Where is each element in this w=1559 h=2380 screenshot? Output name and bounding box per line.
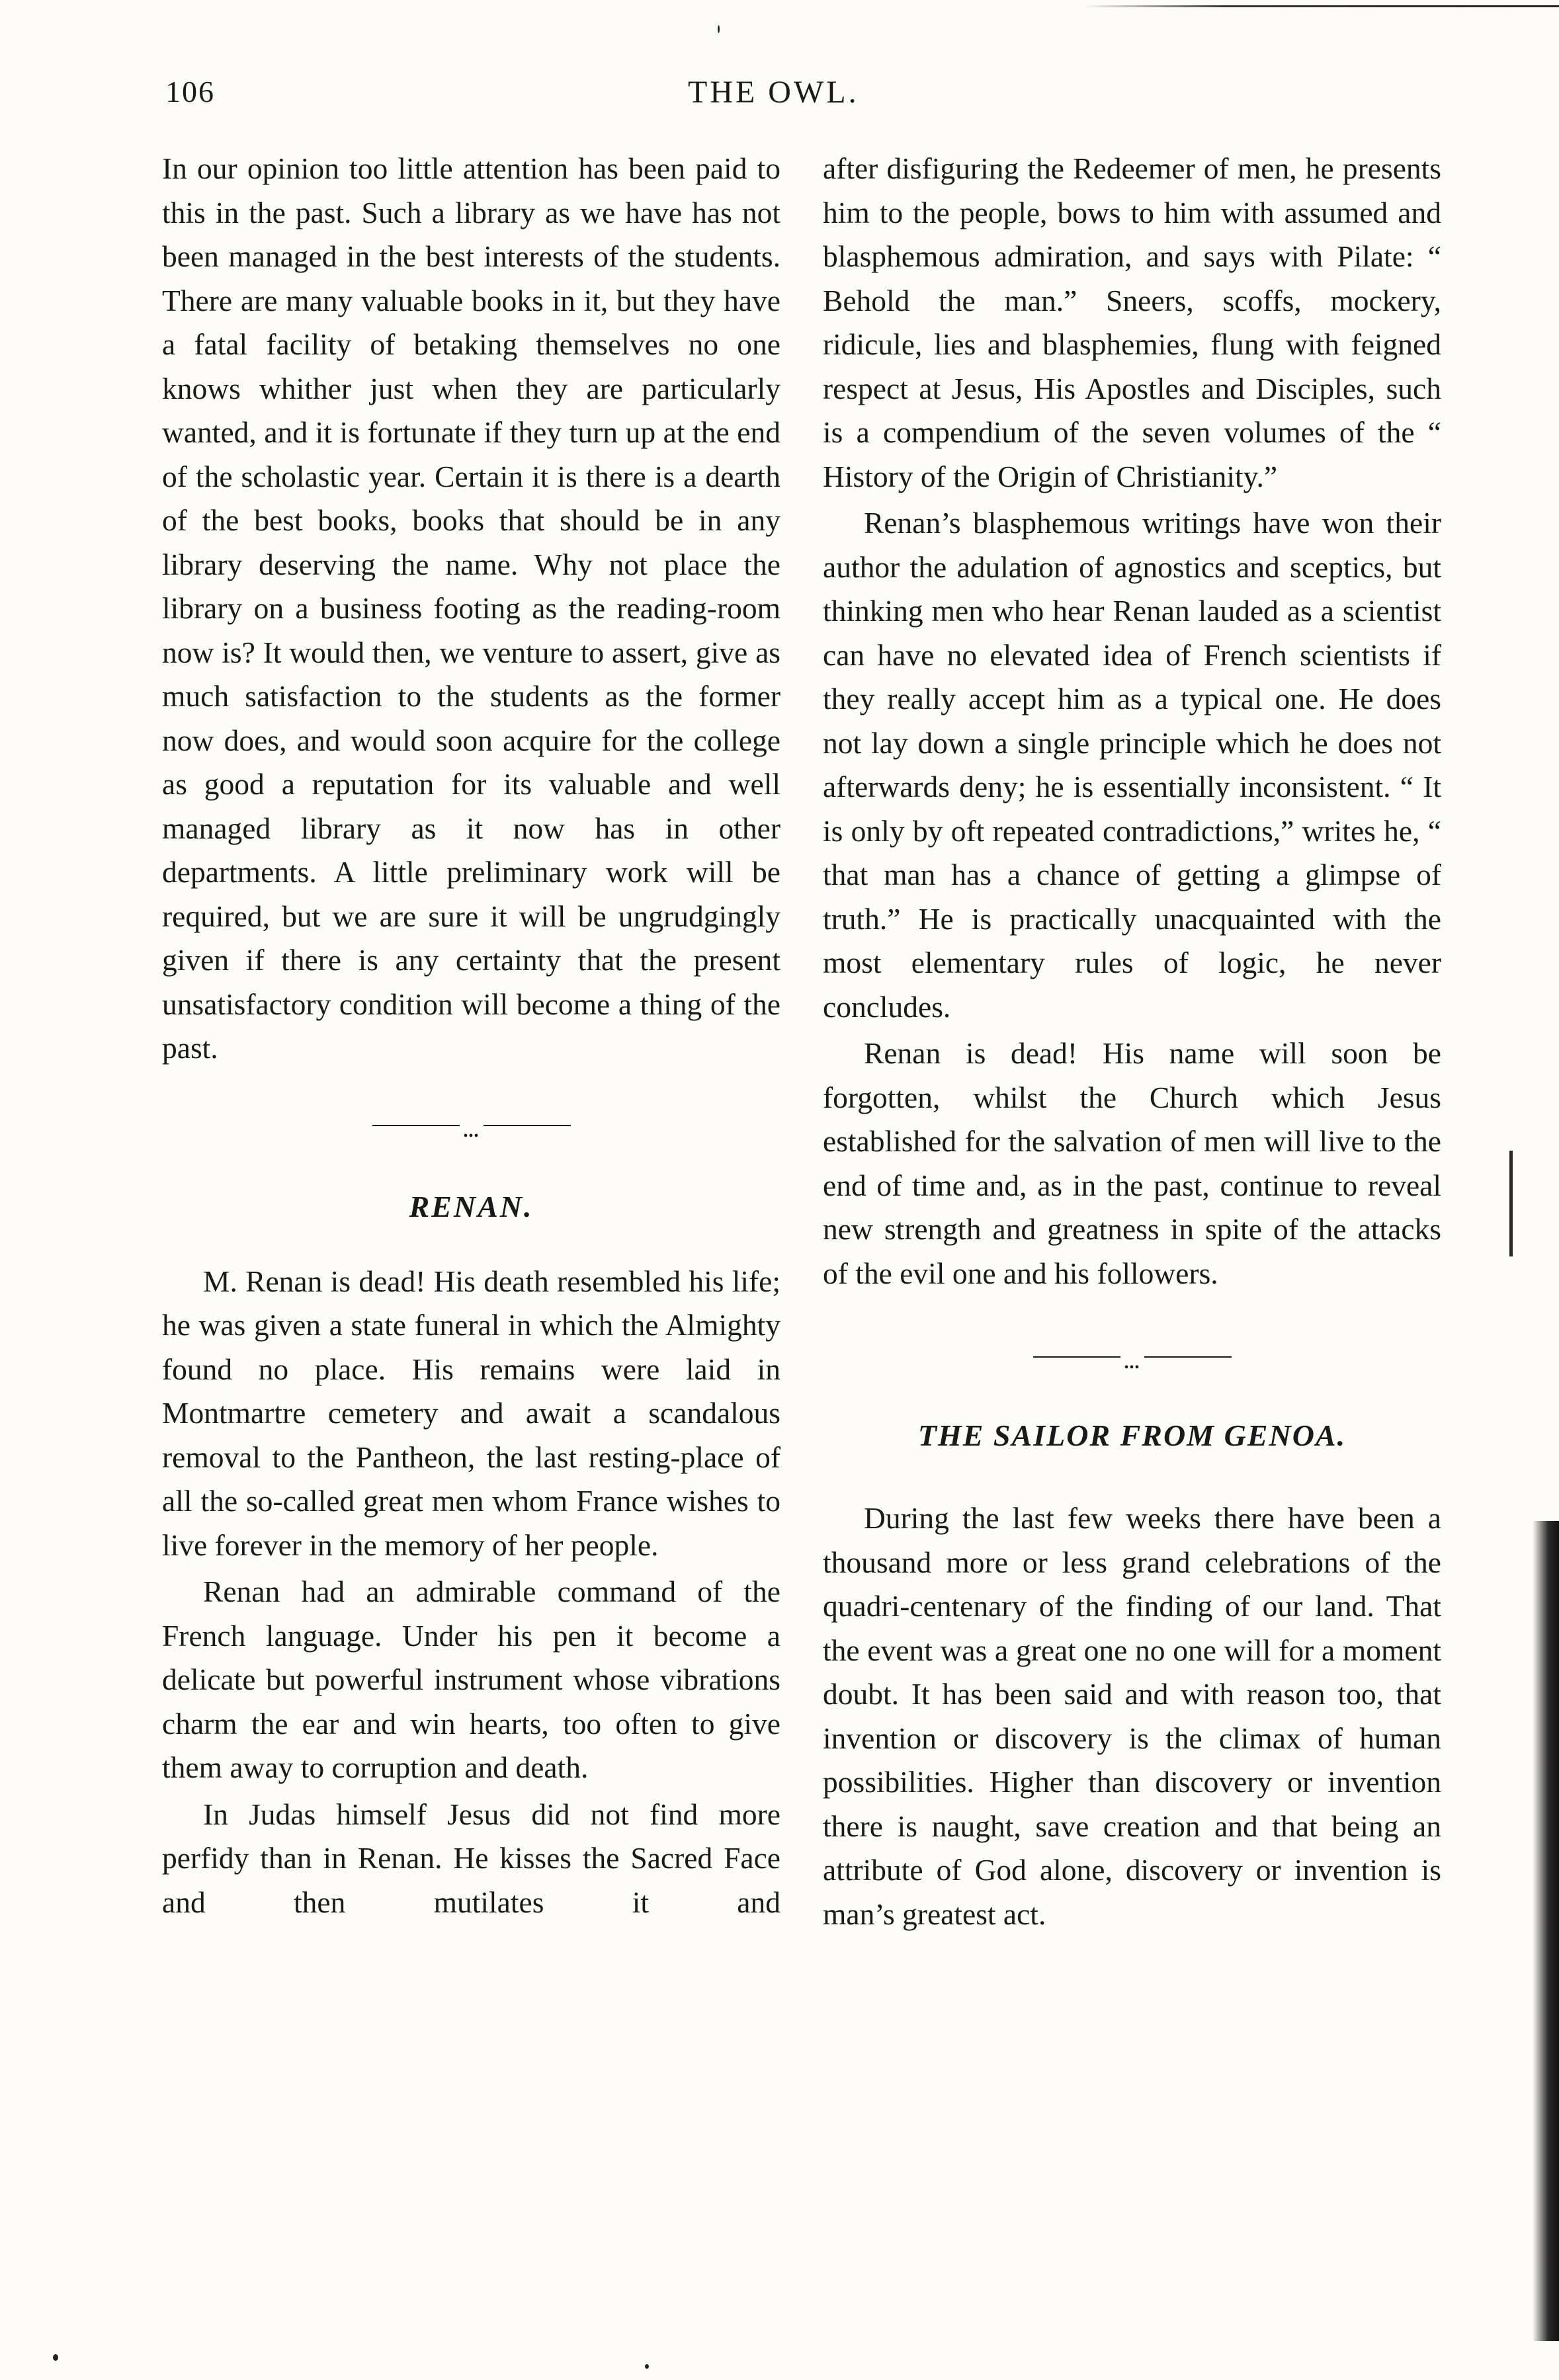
left-column [162,147,780,1924]
scan-speck [718,25,720,33]
renan-paragraph-3: In Judas himself Jesus did not find more perfidy than in Renan. He kisses the Sacred Face and then mutilates it and [162,1797,780,1919]
scan-edge-line [1083,5,1559,7]
renan-paragraph-1: M. Renan is dead! His death resembled his life; he was given a state funeral in which the Almighty found no place. His remains were laid in Montmartre cemetery and await a scandalous removal to the Pantheon, the last resting-place of all the so-called great men whom France wishes to live forever in the memory of her people. [162,1264,780,1562]
running-title: THE OWL. [688,75,859,110]
scan-speck [53,2354,58,2361]
page-number: 106 [165,75,215,108]
renan-paragraph-2: Renan had an admirable command of the French language. Under his pen it become a delicate but powerful instrument whose vibrations charm the ear and win hearts, too often to give them away to corruption and death. [162,1575,780,1784]
renan-paragraph-5: Renan is dead! His name will soon be forgotten, whilst the Church which Jesus established for the salvation of men will live to the end of time and, as in the past, continue to reveal new strength and greatness in spite of the attacks of the evil one and his followers. [823,1036,1441,1290]
section-separator [1033,1354,1232,1375]
scan-edge-mark [1509,1151,1513,1256]
separator-ornament: ••• [459,1114,483,1159]
renan-paragraph-3-continued: after disfiguring the Redeemer of men, he presents him to the people, bows to him with assumed and blasphemous admiration, and says with Pilate: “ Behold the man.” Sneers, scoffs, mockery, ridicule, lies and blasphemies, flung with feigned respect at Jesus, His Apostles and Disciples, such is a compendium of the seven volumes of the “ History of the Origin of Christianity.” [823,151,1441,493]
scan-page-edge-shadow [1533,1521,1559,2341]
library-paragraph: In our opinion too little attention has been paid to this in the past. Such a library as we have has not been managed in the best interests of the students. There are many valuable books in it, but they have a fatal facility of betaking themselves no one knows whither just when they are particularly wanted, and it is fortunate if they turn up at the end of the scholastic year. Certain it is there is a dearth of the best books, books that should be in any library deserving the name. Why not place the library on a business footing as the reading-room now is? It would then, we venture to assert, give as much satisfaction to the students as the former now does, and would soon acquire for the college as good a reputation for its valuable and well managed library as it now has in other departments. A little preliminary work will be required, but we are sure it will be ungrudgingly given if there is any certainty that the present unsatisfactory condition will become a thing of the past. [162,151,780,1065]
sailor-paragraph-1: During the last few weeks there have been a thousand more or less grand celebrations of the quadri-centenary of the finding of our land. That the event was a great one no one will for a moment doubt. It has been said and with reason too, that invention or discovery is the climax of human possibilities. Higher than discovery or invention there is naught, save creation and that being an attribute of God alone, discovery or invention is man’s greatest act. [823,1501,1441,1931]
section-separator [372,1122,571,1143]
article-heading-sailor: THE SAILOR FROM GENOA. [917,1418,1347,1452]
right-column [823,147,1441,1936]
article-heading-renan: RENAN. [409,1189,534,1223]
scan-speck [645,2364,649,2369]
renan-paragraph-4: Renan’s blasphemous writings have won their author the adulation of agnostics and sceptics, but thinking men who hear Renan lauded as a scientist can have no elevated idea of French scientists if they really accept him as a typical one. He does not lay down a single principle which he does not afterwards deny; he is essentially inconsistent. “ It is only by oft repeated contradictions,” writes he, “ that man has a chance of getting a glimpse of truth.” He is practically unacquainted with the most elementary rules of logic, he never concludes. [823,506,1441,1024]
separator-ornament: ••• [1120,1346,1144,1390]
